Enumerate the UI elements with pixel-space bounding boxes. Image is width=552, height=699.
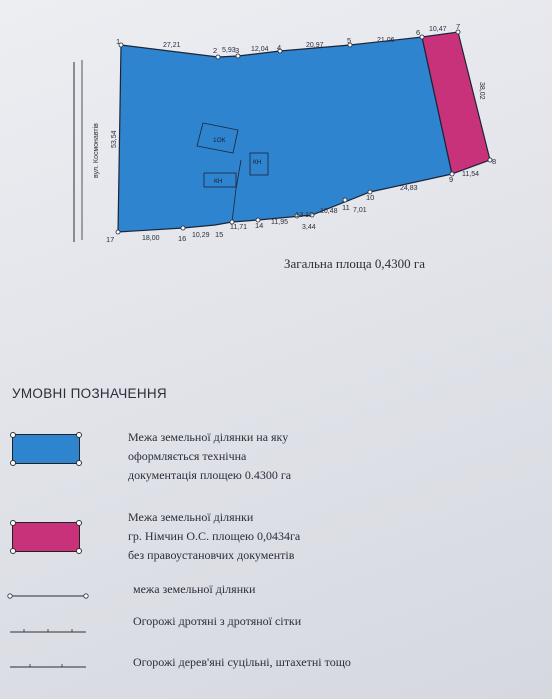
vertex-marker (116, 230, 120, 234)
vertex-marker (181, 226, 185, 230)
legend-text-line: Межа земельної ділянки (128, 510, 254, 524)
legend-item-wooden-fence: Огорожі дерев'яні суцільні, штахетні тощо (133, 655, 351, 669)
main-parcel[interactable] (118, 37, 452, 232)
segment-length: 7,01 (353, 207, 367, 214)
legend-text-line: Межа земельної ділянки на яку (128, 430, 289, 444)
legend-swatch-neighbor-parcel (12, 522, 80, 552)
segment-length: 53,54 (111, 130, 118, 148)
point-number: 2 (213, 46, 218, 55)
segment-length: 10,29 (192, 232, 210, 239)
segment-length: 10,47 (429, 26, 447, 33)
legend-item-boundary-line: межа земельної ділянки (133, 582, 256, 596)
point-number: 14 (255, 221, 264, 230)
legend-item-main-parcel (128, 428, 291, 485)
segment-length: 21,06 (377, 37, 395, 44)
street-name: вул. Космонавтів (93, 123, 100, 178)
segment-length: 20,97 (306, 42, 324, 49)
segment-length: 3,44 (302, 224, 316, 231)
point-number: 1 (116, 37, 121, 46)
parcel-plan (0, 0, 552, 290)
wire-fence-symbol (10, 629, 86, 632)
point-number: 8 (492, 157, 497, 166)
point-number: 17 (106, 235, 115, 244)
building-shed-1-label: КН (253, 159, 262, 166)
building-shed-2-label: КН (214, 178, 223, 185)
legend-text-line: без правоустановчих документів (128, 548, 295, 562)
segment-length: 12,04 (251, 46, 269, 53)
legend-text-line: гр. Німчин О.С. площею 0,0434га (128, 529, 301, 543)
legend-item-wire-fence: Огорожі дротяні з дротяної сітки (133, 614, 302, 628)
building-house-label: 1ОК (213, 137, 226, 144)
legend-item-neighbor-parcel (128, 508, 300, 565)
point-number: 3 (235, 46, 240, 55)
legend-title: УМОВНІ ПОЗНАЧЕННЯ (12, 386, 167, 401)
segment-length: 18,00 (142, 235, 160, 242)
point-number: 13 (295, 210, 304, 219)
segment-length: 11,54 (462, 171, 479, 178)
segment-length: 38,02 (478, 82, 485, 100)
wooden-fence-symbol (10, 664, 86, 667)
point-number: 7 (456, 22, 461, 31)
legend-line-symbols (0, 580, 120, 680)
point-number: 10 (366, 193, 375, 202)
point-number: 6 (416, 28, 421, 37)
point-number: 15 (215, 230, 224, 239)
boundary-line-symbol (8, 594, 88, 598)
point-number: 11 (342, 203, 350, 212)
total-area: Загальна площа 0,4300 га (284, 256, 425, 271)
segment-length: 11,71 (230, 224, 247, 231)
point-number: 4 (277, 43, 282, 52)
vertex-marker (420, 35, 424, 39)
segment-length: 27,21 (163, 42, 181, 49)
segment-length: 11,95 (271, 219, 288, 226)
segment-length: 5,93 (222, 47, 236, 54)
point-number: 5 (347, 36, 352, 45)
point-number: 9 (449, 175, 454, 184)
vertex-marker (343, 198, 347, 202)
segment-length: 24,83 (400, 185, 418, 192)
vertex-marker (216, 55, 220, 59)
segment-length: 10,48 (320, 208, 338, 215)
legend-swatch-main-parcel (12, 434, 80, 464)
legend-text-line: документація площею 0.4300 га (128, 468, 292, 482)
point-number: 12 (305, 210, 314, 219)
legend-text-line: оформляється технічна (128, 449, 247, 463)
point-number: 16 (178, 234, 187, 243)
